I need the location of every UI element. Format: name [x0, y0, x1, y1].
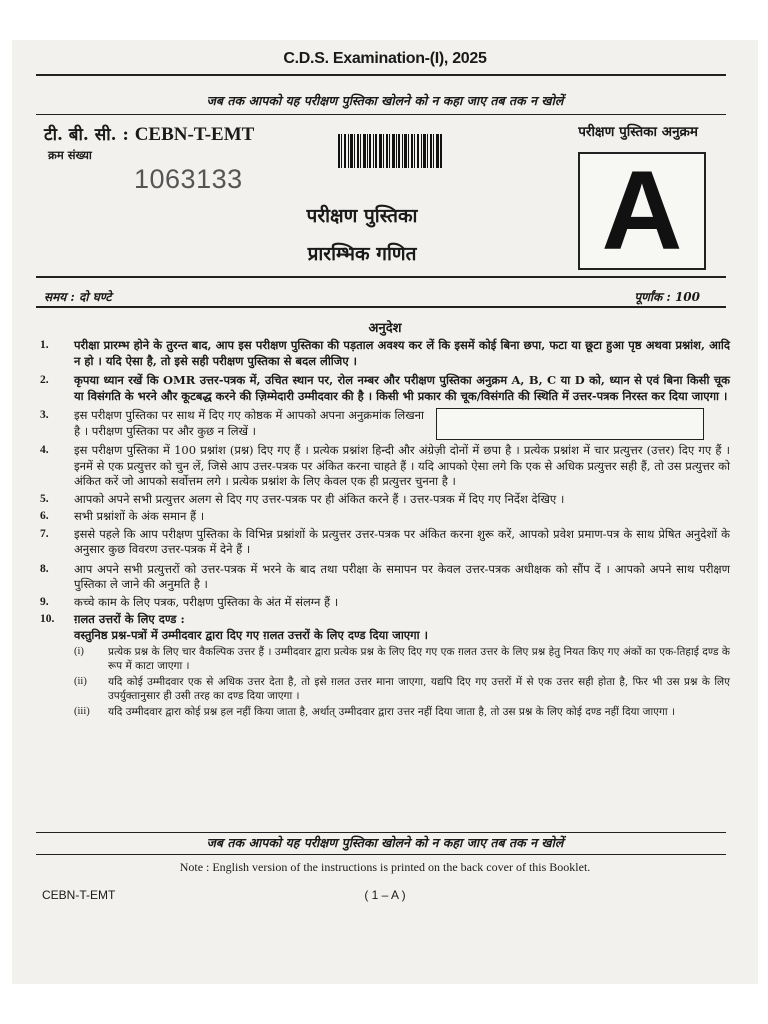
booklet-series-label: परीक्षण पुस्तिका अनुक्रम [578, 124, 698, 140]
penalty-subitem [74, 675, 730, 703]
do-not-open-warning-bottom: जब तक आपको यह परीक्षण पुस्तिका खोलने को न कहा जाए तब तक न खोलें [206, 835, 564, 850]
bottom-rule [36, 854, 726, 855]
serial-number: 1063133 [134, 164, 243, 194]
instruction-item [40, 509, 730, 525]
penalty-subitem-text: प्रत्येक प्रश्न के लिए चार वैकल्पिक उत्तर हैं । उम्मीदवार द्वारा प्रत्येक प्रश्न के लिए दिए गए एक ग़लत उत्तर के लिए प्रश्न हेतु नियत किए गए अंकों का एक-तिहाई दण्ड के रूप में काटा जाएगा । [108, 646, 730, 672]
booklet-title: परीक्षण पुस्तिका [306, 205, 418, 227]
tbc-label: टी. बी. सी. : [44, 125, 129, 145]
instruction-text: आपको अपने सभी प्रत्युत्तर अलग से दिए गए उत्तर-पत्रक पर ही अंकित करने हैं । उत्तर-पत्रक में दिए गए निर्देश देखिए । [74, 491, 565, 506]
time-allowed: समय : दो घण्टे [44, 290, 112, 304]
booklet-series-box [578, 148, 706, 273]
penalty-subitem-number: (i) [74, 646, 84, 657]
instruction-text: सभी प्रश्नांशों के अंक समान हैं । [74, 509, 205, 523]
barcode-image [338, 134, 442, 168]
penalty-subitem [74, 705, 730, 719]
instruction-item [40, 338, 730, 369]
booklet-series-letter: A [601, 148, 683, 273]
instruction-number: 8. [40, 562, 49, 575]
maximum-marks: पूर्णांक : 100 [634, 290, 700, 304]
roll-number-box[interactable] [436, 408, 704, 440]
instruction-text: कच्चे काम के लिए पत्रक, परीक्षण पुस्तिका के अंत में संलग्न हैं । [74, 594, 339, 609]
instructions-list [40, 338, 730, 721]
top-rule [36, 74, 726, 76]
penalty-subitem-text: यदि कोई उम्मीदवार एक से अधिक उत्तर देता है, तो इसे ग़लत उत्तर माना जाएगा, यद्यपि दिए गए उत्तरों में से एक उत्तर सही होता है, फिर भी उस प्रश्न के लिए उपर्युक्तानुसार ही उसी तरह का दण्ड दिया जाएगा । [108, 676, 730, 702]
instruction-number: 5. [40, 492, 49, 505]
penalty-subitem-text: यदि उम्मीदवार द्वारा कोई प्रश्न हल नहीं किया जाता है, अर्थात् उम्मीदवार द्वारा उत्तर नहीं दिया जाता है, तो उस प्रश्न के लिए कोई दण्ड नहीं दिया जाएगा । [108, 706, 675, 718]
instruction-item [40, 562, 730, 593]
instruction-item [40, 527, 730, 558]
instruction-number: 2. [40, 374, 49, 386]
footer-code: CEBN-T-EMT [42, 888, 116, 902]
instruction-number: 3. [40, 409, 49, 421]
penalty-subitem-number: (ii) [74, 676, 87, 687]
instruction-number: 9. [40, 595, 49, 608]
instruction-number: 6. [40, 510, 49, 522]
do-not-open-warning-top: जब तक आपको यह परीक्षण पुस्तिका खोलने को न कहा जाए तब तक न खोलें [206, 93, 564, 108]
tbc-line [44, 122, 254, 146]
exam-title: C.D.S. Examination-(I), 2025 [283, 50, 487, 67]
instruction-text: आप अपने सभी प्रत्युत्तरों को उत्तर-पत्रक में भरने के बाद तथा परीक्षा के समापन पर केवल उत्तर-पत्रक अधीक्षक को सौंप दें । आपको अपने साथ परीक्षण पुस्तिका ले जाने की अनुमति है । [74, 561, 730, 591]
instruction-number: 10. [40, 613, 55, 625]
instructions-heading: अनुदेश [368, 321, 402, 336]
instruction-text: परीक्षा प्रारम्भ होने के तुरन्त बाद, आप इस परीक्षण पुस्तिका की पड़ताल अवश्य कर लें कि इसमें कोई बिना छपा, फटा या छूटा हुआ पृष्ठ अथवा प्रश्नांश, आदि न हो । यदि ऐसा है, तो इसे सही परीक्षण पुस्तिका से बदल लीजिए । [74, 338, 731, 368]
instruction-item [40, 595, 730, 611]
instruction-item [40, 408, 730, 439]
instruction-number: 1. [40, 339, 49, 351]
mid-rule [36, 276, 726, 278]
penalty-heading: ग़लत उत्तरों के लिए दण्ड : [74, 612, 185, 626]
penalty-subheading: वस्तुनिष्ठ प्रश्न-पत्रों में उम्मीदवार द्वारा दिए गए ग़लत उत्तरों के लिए दण्ड दिया जाएगा । [74, 627, 428, 642]
question-booklet-cover [12, 40, 758, 984]
english-version-note: Note : English version of the instructions is printed on the back cover of this Booklet. [179, 860, 591, 874]
penalty-item [40, 612, 730, 719]
instruction-text: इससे पहले कि आप परीक्षण पुस्तिका के विभिन्न प्रश्नांशों के प्रत्युत्तर उत्तर-पत्रक पर अंकित करना शुरू करें, आपको प्रवेश प्रमाण-पत्र के साथ प्रेषित अनुदेशों के अनुसार कुछ विवरण उत्तर-पत्रक में देने हैं । [74, 526, 730, 556]
penalty-subitem [74, 645, 730, 673]
instruction-text: कृपया ध्यान रखें कि OMR उत्तर-पत्रक में, उचित स्थान पर, रोल नम्बर और परीक्षण पुस्तिका अनुक्रम A, B, C या D को, ध्यान से एवं बिना किसी चूक या विसंगति के भरने और कूटबद्ध करने की ज़िम्मेदारी उम्मीदवार की है । किसी भी प्रकार की चूक/विसंगति की स्थिति में उत्तर-पत्रक निरस्त कर दिया जाएगा । [74, 373, 730, 403]
penalty-subitem-number: (iii) [74, 706, 90, 717]
instruction-text: इस परीक्षण पुस्तिका पर साथ में दिए गए कोष्ठक में आपको अपना अनुक्रमांक लिखना है । परीक्षण पुस्तिका पर और कुछ न लिखें । [74, 408, 424, 438]
instruction-number: 4. [40, 444, 49, 456]
instruction-text: इस परीक्षण पुस्तिका में 100 प्रश्नांश (प्रश्न) दिए गए हैं । प्रत्येक प्रश्नांश हिन्दी और अंग्रेज़ी दोनों में छपा है । प्रत्येक प्रश्नांश में चार प्रत्युत्तर (उत्तर) दिए गए हैं । इनमें से एक प्रत्युत्तर को चुन लें, जिसे आप उत्तर-पत्रक पर अंकित करना चाहते हैं । यदि आपको ऐसा लगे कि एक से अधिक प्रत्युत्तर सही हैं, तो उस प्रत्युत्तर को अंकित करें जो आपको सर्वोत्तम लगे । प्रत्येक प्रश्नांश के लिए केवल एक ही प्रत्युत्तर चुनना है । [74, 443, 730, 488]
sequence-label: क्रम संख्या [48, 148, 92, 162]
header-rule [36, 114, 726, 115]
instructions-rule [36, 306, 726, 308]
instruction-text-container [74, 408, 730, 439]
penalty-block [74, 612, 730, 719]
bottom-rule-top [36, 832, 726, 833]
page-number: ( 1 – A ) [364, 888, 406, 902]
tbc-code: CEBN-T-EMT [134, 124, 255, 145]
instruction-number: 7. [40, 527, 49, 540]
subject-title: प्रारम्भिक गणित [307, 243, 417, 265]
instruction-item [40, 443, 730, 490]
instruction-item [40, 492, 730, 508]
instruction-item [40, 373, 730, 404]
